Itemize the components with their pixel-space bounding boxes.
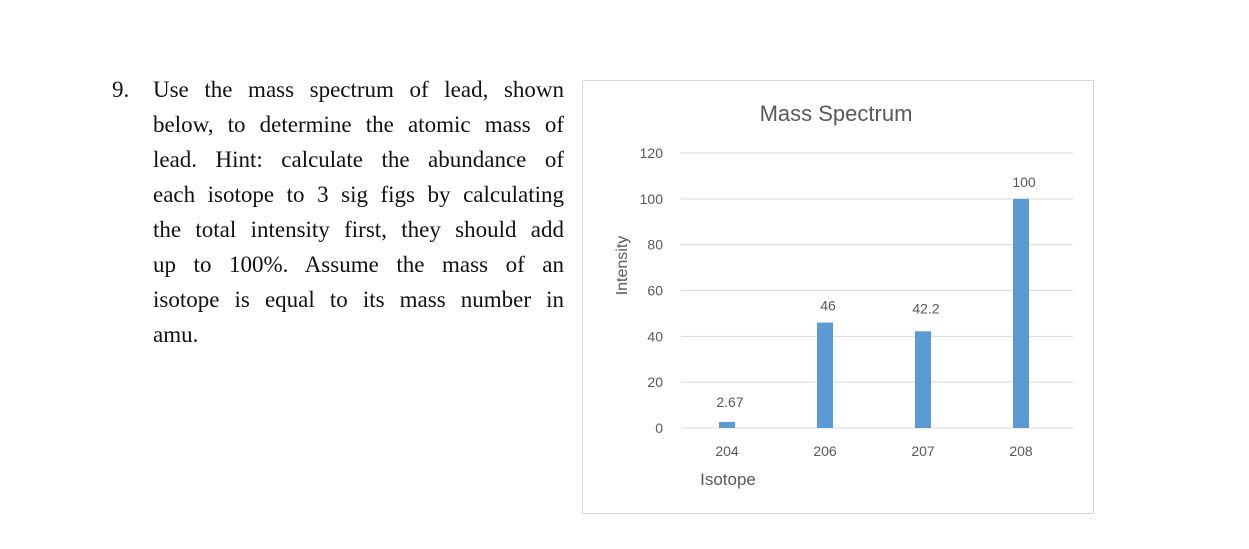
question-line: amu.	[153, 322, 199, 347]
data-label: 42.2	[912, 300, 940, 317]
bar-208	[1013, 199, 1029, 428]
y-tick-label: 20	[647, 374, 663, 391]
y-tick-label: 60	[647, 282, 663, 299]
y-tick-label: 0	[655, 420, 663, 436]
data-label: 100	[1012, 173, 1036, 190]
data-label: 46	[820, 297, 836, 314]
y-axis-label: Intensity	[614, 235, 631, 296]
question-line: below, to determine the atomic mass of	[153, 112, 564, 137]
x-axis-label: Isotope	[700, 470, 756, 489]
question-line: up to 100%. Assume the mass of an	[153, 252, 564, 277]
question-number: 9.	[112, 77, 130, 102]
question-line: lead. Hint: calculate the abundance of	[153, 147, 564, 172]
x-tick-label: 204	[715, 443, 739, 459]
question-line: Use the mass spectrum of lead, shown	[153, 77, 564, 102]
x-tick-label: 207	[911, 443, 935, 459]
question-line: the total intensity first, they should add	[153, 217, 564, 242]
y-tick-label: 120	[639, 145, 663, 161]
mass-spectrum-chart	[583, 81, 1095, 515]
y-tick-label: 40	[647, 328, 663, 345]
x-tick-label: 206	[813, 443, 837, 459]
x-tick-label: 208	[1009, 443, 1033, 459]
chart-title: Mass Spectrum	[759, 101, 913, 126]
bar-206	[817, 323, 833, 428]
data-label: 2.67	[716, 393, 744, 410]
bar-207	[915, 331, 931, 428]
bar-204	[719, 422, 735, 428]
y-tick-label: 100	[639, 190, 663, 207]
question-text	[153, 72, 564, 352]
question-line: isotope is equal to its mass number in	[153, 287, 564, 312]
chart-frame	[582, 80, 1094, 514]
y-tick-label: 80	[647, 236, 663, 253]
question-line: each isotope to 3 sig figs by calculating	[153, 182, 564, 207]
